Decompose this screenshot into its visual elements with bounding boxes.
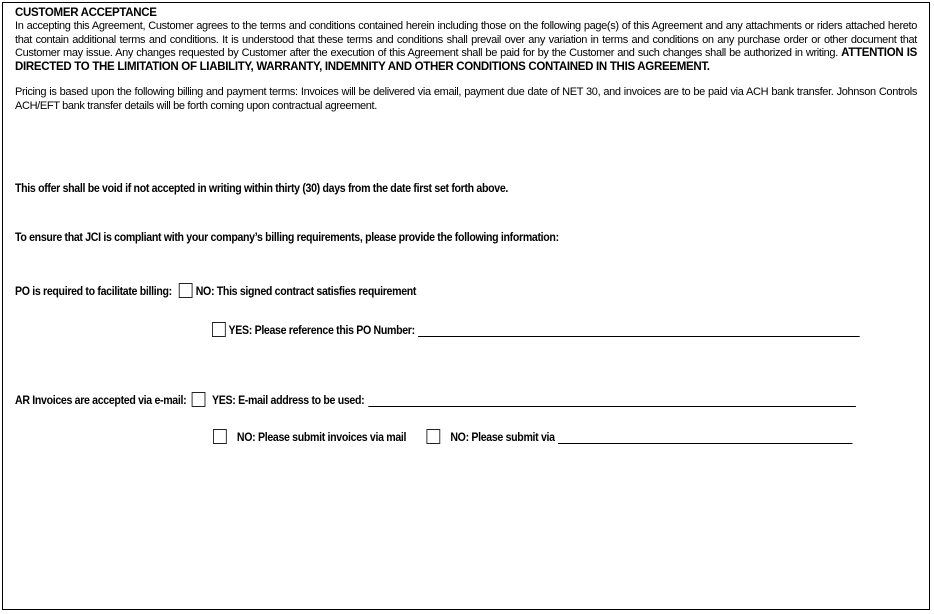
po-number-field[interactable] [418,324,860,337]
ar-yes-checkbox[interactable] [192,392,206,407]
ar-row-yes [15,392,856,407]
acceptance-text: In accepting this Agreement, Customer agrees to the terms and conditions contained herein including those on the following page(s) of this Agreement and any attachments or riders attached hereto that contain additional terms and conditions. It is understood that these terms and conditions shall prevail over any variation in terms and conditions on any purchase order or other document that Customer may issue. Any changes requested by Customer after the execution of this Agreement shall be paid for by the Customer and such changes shall be authorized in writing. [15,20,917,59]
po-row-no [15,283,416,298]
acceptance-paragraph [15,20,917,74]
compliance-text: To ensure that JCI is compliant with your company’s billing requirements, please provide the following information: [15,232,559,244]
attention-text: ATTENTION IS DIRECTED TO THE LIMITATION OF LIABILITY, WARRANTY, INDEMNITY AND OTHER CONDITIONS CONTAINED IN THIS AGREEMENT. [15,47,917,73]
po-no-label: NO: This signed contract satisfies requirement [195,286,417,298]
customer-acceptance-section [15,7,917,113]
ar-row-no [213,429,853,444]
ar-label: AR Invoices are accepted via e-mail: [15,395,187,407]
ar-no-via-checkbox[interactable] [426,429,440,444]
ar-no-via-label: NO: Please submit via [450,432,555,444]
po-yes-label: YES: Please reference this PO Number: [228,325,415,337]
ar-submit-via-field[interactable] [558,431,852,444]
ar-yes-label: YES: E-mail address to be used: [212,395,365,407]
po-row-yes [212,322,860,337]
po-no-checkbox[interactable] [179,283,193,298]
void-offer-text: This offer shall be void if not accepted in writing within thirty (30) days from the date first set forth above. [15,183,509,195]
ar-no-mail-checkbox[interactable] [213,429,227,444]
section-title: CUSTOMER ACCEPTANCE [15,7,157,19]
po-yes-checkbox[interactable] [212,322,226,337]
pricing-paragraph: Pricing is based upon the following billing and payment terms: Invoices will be delivered via email, payment due date of NET 30, and invoices are to be paid via ACH bank transfer. Johnson Controls ACH/EFT bank transfer details will be forth coming upon contractual agreement. [15,86,917,112]
ar-email-field[interactable] [368,394,856,407]
po-label: PO is required to facilitate billing: [15,286,172,298]
ar-no-mail-label: NO: Please submit invoices via mail [236,432,407,444]
